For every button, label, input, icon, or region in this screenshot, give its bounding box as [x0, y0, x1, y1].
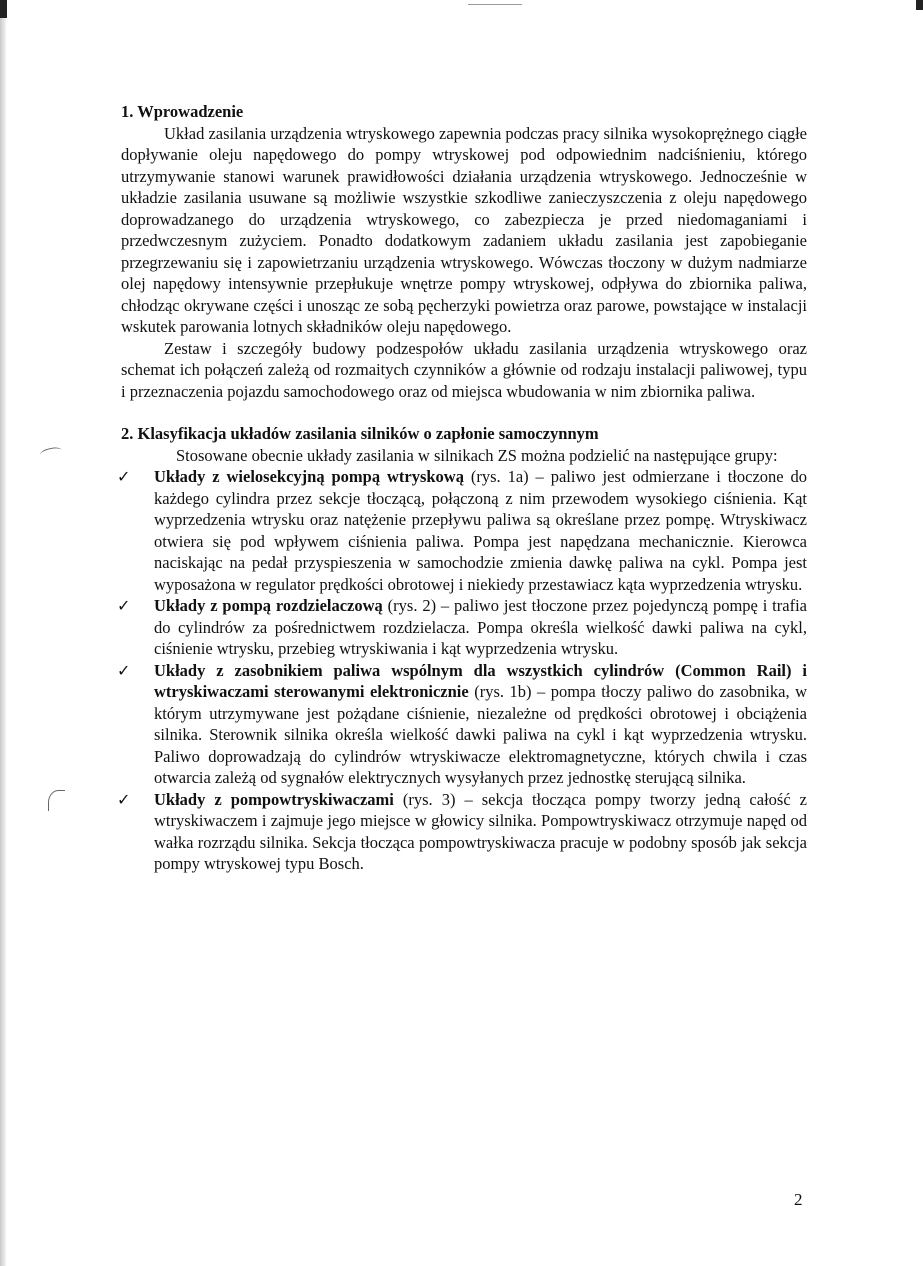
checkmark-icon: ✓ — [117, 789, 131, 809]
section-heading: 2. Klasyfikacja układów zasilania silników o zapłonie samoczynnym — [121, 424, 599, 443]
checkmark-icon: ✓ — [117, 660, 131, 680]
page-content — [117, 101, 807, 875]
item-text: (rys. 1a) – paliwo jest odmierzane i tłoczone do każdego cylindra przez sekcje tłoczącą, połączoną z nim przewodem wysokiego ciśnienia. Kąt wyprzedzenia wtrysku oraz natężenie przepływu paliwa są określane przez pompę. Wtryskiwacz otwiera się pod wpływem ciśnienia paliwa. Pompa jest napędzana mechanicznie. Kierowca naciskając na pedał przyspieszenia w samochodzie zmienia dawkę paliwa na cykl. Pompa jest wyposażona w regulator prędkości obrotowej i niekiedy przestawiacz kąta wyprzedzenia wtrysku. — [154, 467, 807, 594]
section-introduction — [121, 101, 807, 402]
checkmark-icon: ✓ — [117, 467, 131, 486]
bullet-list — [117, 466, 807, 875]
pencil-mark — [39, 446, 62, 459]
scan-edge-shadow — [0, 0, 6, 1266]
pencil-mark — [48, 790, 65, 811]
scan-corner-mark — [916, 0, 923, 10]
paragraph: Zestaw i szczegóły budowy podzespołów układu zasilania urządzenia wtryskowego oraz schemat ich połączeń zależą od rozmaitych czynników a głównie od rodzaju instalacji paliwowej, typu i przeznaczenia pojazdu samochodowego oraz od miejsca wbudowania w nim zbiornika paliwa. — [121, 338, 807, 401]
list-item — [117, 595, 807, 660]
item-text: (rys. 1b) – pompa tłoczy paliwo do zasobnika, w którym utrzymywane jest pożądane ciśnienie, niezależne od prędkości obrotowej i obciążenia silnika. Sterownik silnika określa wielkość dawki paliwa na cykl i kąt wyprzedzenia wtrysku. Paliwo doprowadzają do cylindrów wtryskiwacze elektromagnetyczne, których chwila i czas otwarcia zależą od sygnałów elektrycznych wysyłanych przez jednostkę sterującą silnika. — [154, 682, 807, 787]
paragraph: Układ zasilania urządzenia wtryskowego zapewnia podczas pracy silnika wysokoprężnego ciągłe dopływanie oleju napędowego do pompy wtryskowej pod odpowiednim nadciśnieniu, którego utrzymywanie stanowi warunek prawidłowości działania urządzenia wtryskowego. Jednocześnie w układzie zasilania usuwane są możliwie wszystkie szkodliwe zanieczyszczenia z oleju napędowego doprowadzanego do urządzenia wtryskowego, co zabezpiecza je przed niedomaganiami i przedwczesnym zużyciem. Ponadto dodatkowym zadaniem układu zasilania jest zapobieganie przegrzewaniu się i zapowietrzaniu urządzenia wtryskowego. Wówczas tłoczony w dużym nadmiarze olej napędowy intensywnie przepłukuje wnętrze pompy wtryskowej, odpływa do zbiornika paliwa, chłodząc okrywane części i unosząc ze sobą pęcherzyki powietrza oraz parowe, powstające w instalacji wskutek parowania lotnych składników oleju napędowego. — [121, 123, 807, 336]
item-text: (rys. 3) – sekcja tłocząca pompy tworzy jedną całość z wtryskiwaczem i zajmuje jego miejsce w głowicy silnika. Pompowtryskiwacz otrzymuje napęd od wałka rozrządu silnika. Sekcja tłocząca pompowtryskiwacza pracuje w podobny sposób jak sekcja pompy wtryskowej typu Bosch. — [154, 789, 807, 873]
checkmark-icon: ✓ — [117, 596, 131, 615]
page-number: 2 — [794, 1190, 803, 1209]
list-item — [117, 466, 807, 595]
item-text: (rys. 2) – paliwo jest tłoczone przez pojedynczą pompę i trafia do cylindrów za pośrednictwem rozdzielacza. Pompa określa wielkość dawki paliwa na cykl, ciśnienie wtrysku, przebieg wtryskiwania i kąt wyprzedzenia wtrysku. — [154, 596, 807, 658]
paragraph: Stosowane obecnie układy zasilania w silnikach ZS można podzielić na następujące grupy: — [176, 445, 778, 465]
scan-top-line — [468, 4, 522, 5]
list-item — [117, 660, 807, 789]
item-title: Układy z wielosekcyjną pompą wtryskową — [154, 467, 464, 486]
section-heading: 1. Wprowadzenie — [121, 102, 244, 121]
section-classification — [117, 423, 807, 875]
item-title: Układy z pompowtryskiwaczami — [154, 789, 394, 809]
list-item — [117, 789, 807, 875]
item-title: Układy z zasobnikiem paliwa wspólnym dla wszystkich cylindrów (Common Rail) i wtryskiwaczami sterowanymi elektronicznie — [154, 660, 807, 701]
scan-corner-mark — [0, 0, 7, 18]
item-title: Układy z pompą rozdzielaczową — [154, 596, 383, 615]
